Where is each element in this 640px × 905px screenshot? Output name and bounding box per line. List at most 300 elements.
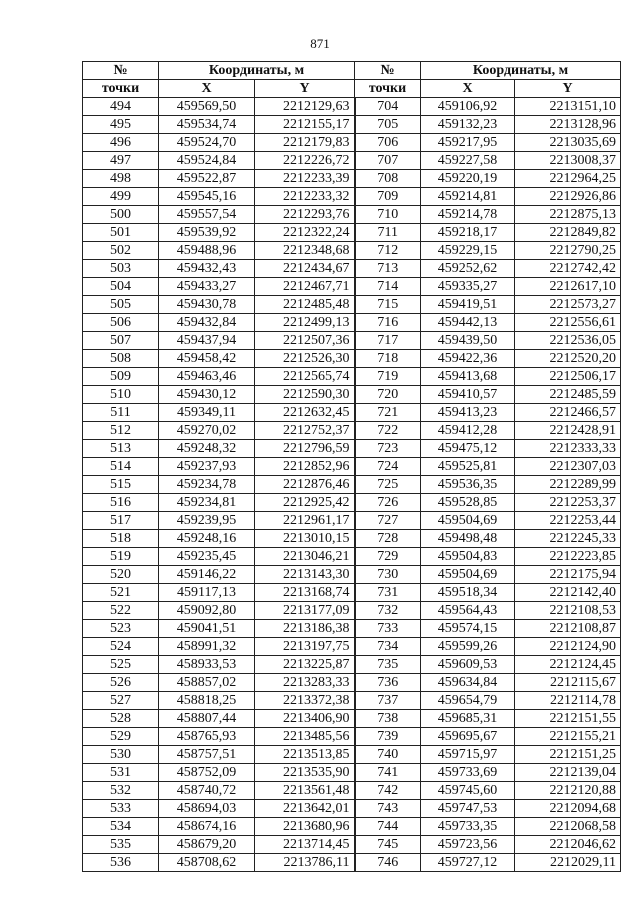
y-coordinate-cell: 2212142,40 [515, 584, 621, 602]
point-number-cell: 746 [355, 854, 421, 872]
table-row [83, 728, 621, 746]
coordinates-header-left: Координаты, м [159, 62, 355, 80]
x-coordinate-cell: 459488,96 [159, 242, 255, 260]
x-coordinate-cell: 459335,27 [421, 278, 515, 296]
point-number-cell: 723 [355, 440, 421, 458]
point-number-cell: 534 [83, 818, 159, 836]
point-number-cell: 734 [355, 638, 421, 656]
y-coordinate-cell: 2212151,25 [515, 746, 621, 764]
point-number-cell: 709 [355, 188, 421, 206]
y-coordinate-cell: 2212565,74 [255, 368, 355, 386]
x-coordinate-cell: 459218,17 [421, 224, 515, 242]
y-coordinate-cell: 2212849,82 [515, 224, 621, 242]
x-coordinate-cell: 459504,83 [421, 548, 515, 566]
x-coordinate-cell: 459439,50 [421, 332, 515, 350]
x-coordinate-cell: 459117,13 [159, 584, 255, 602]
point-number-cell: 728 [355, 530, 421, 548]
x-coordinate-cell: 459092,80 [159, 602, 255, 620]
x-coordinate-cell: 459270,02 [159, 422, 255, 440]
x-coordinate-cell: 459564,43 [421, 602, 515, 620]
point-number-cell: 505 [83, 296, 159, 314]
point-number-cell: 719 [355, 368, 421, 386]
point-number-cell: 745 [355, 836, 421, 854]
x-coordinate-cell: 459522,87 [159, 170, 255, 188]
x-coordinate-cell: 459504,69 [421, 512, 515, 530]
x-coordinate-cell: 459609,53 [421, 656, 515, 674]
y-header-left: Y [255, 80, 355, 98]
x-coordinate-cell: 459498,48 [421, 530, 515, 548]
y-coordinate-cell: 2213151,10 [515, 98, 621, 116]
point-number-cell: 516 [83, 494, 159, 512]
x-coordinate-cell: 459419,51 [421, 296, 515, 314]
y-coordinate-cell: 2212094,68 [515, 800, 621, 818]
y-coordinate-cell: 2212046,62 [515, 836, 621, 854]
x-coordinate-cell: 459430,78 [159, 296, 255, 314]
point-number-cell: 530 [83, 746, 159, 764]
y-coordinate-cell: 2213046,21 [255, 548, 355, 566]
point-number-cell: 732 [355, 602, 421, 620]
x-coordinate-cell: 459525,81 [421, 458, 515, 476]
x-coordinate-cell: 459747,53 [421, 800, 515, 818]
point-number-cell: 535 [83, 836, 159, 854]
table-row [83, 530, 621, 548]
x-coordinate-cell: 459685,31 [421, 710, 515, 728]
point-number-cell: 533 [83, 800, 159, 818]
table-row [83, 566, 621, 584]
y-coordinate-cell: 2213513,85 [255, 746, 355, 764]
x-coordinate-cell: 459574,15 [421, 620, 515, 638]
y-coordinate-cell: 2212245,33 [515, 530, 621, 548]
table-row [83, 710, 621, 728]
point-number-cell: 504 [83, 278, 159, 296]
point-number-cell: 520 [83, 566, 159, 584]
point-number-cell: 524 [83, 638, 159, 656]
x-coordinate-cell: 459433,27 [159, 278, 255, 296]
point-number-cell: 519 [83, 548, 159, 566]
table-row [83, 836, 621, 854]
x-coordinate-cell: 459634,84 [421, 674, 515, 692]
table-row [83, 638, 621, 656]
table-row [83, 332, 621, 350]
x-coordinate-cell: 458740,72 [159, 782, 255, 800]
x-coordinate-cell: 459227,58 [421, 152, 515, 170]
x-coordinate-cell: 459654,79 [421, 692, 515, 710]
table-row [83, 692, 621, 710]
y-coordinate-cell: 2212796,59 [255, 440, 355, 458]
table-row [83, 206, 621, 224]
point-number-cell: 729 [355, 548, 421, 566]
x-coordinate-cell: 459715,97 [421, 746, 515, 764]
table-row [83, 296, 621, 314]
point-number-cell: 715 [355, 296, 421, 314]
y-coordinate-cell: 2212506,17 [515, 368, 621, 386]
y-coordinate-cell: 2212428,91 [515, 422, 621, 440]
point-number-cell: 502 [83, 242, 159, 260]
table-row [83, 170, 621, 188]
y-coordinate-cell: 2213010,15 [255, 530, 355, 548]
point-number-cell: 711 [355, 224, 421, 242]
table-row [83, 350, 621, 368]
table-row [83, 602, 621, 620]
point-number-cell: 532 [83, 782, 159, 800]
x-coordinate-cell: 459727,12 [421, 854, 515, 872]
point-number-cell: 741 [355, 764, 421, 782]
x-coordinate-cell: 459239,95 [159, 512, 255, 530]
x-coordinate-cell: 459458,42 [159, 350, 255, 368]
x-coordinate-cell: 459723,56 [421, 836, 515, 854]
x-coordinate-cell: 459349,11 [159, 404, 255, 422]
table-row [83, 386, 621, 404]
y-coordinate-cell: 2213535,90 [255, 764, 355, 782]
point-number-cell: 503 [83, 260, 159, 278]
x-coordinate-cell: 459504,69 [421, 566, 515, 584]
point-number-cell: 710 [355, 206, 421, 224]
table-row [83, 782, 621, 800]
y-coordinate-cell: 2212434,67 [255, 260, 355, 278]
y-coordinate-cell: 2213642,01 [255, 800, 355, 818]
table-row [83, 764, 621, 782]
y-coordinate-cell: 2212742,42 [515, 260, 621, 278]
y-header-right: Y [515, 80, 621, 98]
point-number-cell: 509 [83, 368, 159, 386]
table-row [83, 854, 621, 872]
x-coordinate-cell: 459569,50 [159, 98, 255, 116]
y-coordinate-cell: 2212179,83 [255, 134, 355, 152]
y-coordinate-cell: 2213786,11 [255, 854, 355, 872]
x-coordinate-cell: 459413,23 [421, 404, 515, 422]
point-number-cell: 499 [83, 188, 159, 206]
y-coordinate-cell: 2213485,56 [255, 728, 355, 746]
point-number-cell: 501 [83, 224, 159, 242]
point-number-cell: 743 [355, 800, 421, 818]
y-coordinate-cell: 2213177,09 [255, 602, 355, 620]
x-coordinate-cell: 459536,35 [421, 476, 515, 494]
table-row [83, 260, 621, 278]
x-coordinate-cell: 459432,84 [159, 314, 255, 332]
y-coordinate-cell: 2212029,11 [515, 854, 621, 872]
point-number-cell: 526 [83, 674, 159, 692]
y-coordinate-cell: 2212155,17 [255, 116, 355, 134]
x-coordinate-cell: 459475,12 [421, 440, 515, 458]
x-coordinate-cell: 458807,44 [159, 710, 255, 728]
x-coordinate-cell: 459518,34 [421, 584, 515, 602]
y-coordinate-cell: 2212124,45 [515, 656, 621, 674]
y-coordinate-cell: 2213714,45 [255, 836, 355, 854]
x-coordinate-cell: 459132,23 [421, 116, 515, 134]
table-row [83, 98, 621, 116]
y-coordinate-cell: 2212233,32 [255, 188, 355, 206]
x-coordinate-cell: 459437,94 [159, 332, 255, 350]
x-coordinate-cell: 459252,62 [421, 260, 515, 278]
y-coordinate-cell: 2212307,03 [515, 458, 621, 476]
x-coordinate-cell: 459235,45 [159, 548, 255, 566]
point-number-cell: 733 [355, 620, 421, 638]
point-number-cell: 495 [83, 116, 159, 134]
point-number-cell: 735 [355, 656, 421, 674]
y-coordinate-cell: 2212322,24 [255, 224, 355, 242]
x-coordinate-cell: 459237,93 [159, 458, 255, 476]
y-coordinate-cell: 2212467,71 [255, 278, 355, 296]
x-coordinate-cell: 458933,53 [159, 656, 255, 674]
y-coordinate-cell: 2212151,55 [515, 710, 621, 728]
x-coordinate-cell: 459557,54 [159, 206, 255, 224]
point-number-cell: 726 [355, 494, 421, 512]
point-number-cell: 521 [83, 584, 159, 602]
point-number-cell: 730 [355, 566, 421, 584]
x-coordinate-cell: 459412,28 [421, 422, 515, 440]
x-coordinate-cell: 458757,51 [159, 746, 255, 764]
point-label-left: точки [83, 80, 159, 98]
y-coordinate-cell: 2212520,20 [515, 350, 621, 368]
x-coordinate-cell: 459146,22 [159, 566, 255, 584]
table-row [83, 440, 621, 458]
point-number-cell: 722 [355, 422, 421, 440]
x-coordinate-cell: 459413,68 [421, 368, 515, 386]
y-coordinate-cell: 2212536,05 [515, 332, 621, 350]
y-coordinate-cell: 2212293,76 [255, 206, 355, 224]
x-coordinate-cell: 459410,57 [421, 386, 515, 404]
table-row [83, 458, 621, 476]
x-coordinate-cell: 459248,32 [159, 440, 255, 458]
x-coordinate-cell: 458765,93 [159, 728, 255, 746]
point-number-cell: 739 [355, 728, 421, 746]
x-coordinate-cell: 459248,16 [159, 530, 255, 548]
table-row [83, 674, 621, 692]
point-number-cell: 727 [355, 512, 421, 530]
point-number-cell: 523 [83, 620, 159, 638]
x-coordinate-cell: 459733,35 [421, 818, 515, 836]
y-coordinate-cell: 2212333,33 [515, 440, 621, 458]
table-row [83, 152, 621, 170]
y-coordinate-cell: 2212485,59 [515, 386, 621, 404]
y-coordinate-cell: 2212175,94 [515, 566, 621, 584]
y-coordinate-cell: 2212961,17 [255, 512, 355, 530]
x-coordinate-cell: 459214,78 [421, 206, 515, 224]
table-row [83, 224, 621, 242]
y-coordinate-cell: 2212964,25 [515, 170, 621, 188]
x-coordinate-cell: 459599,26 [421, 638, 515, 656]
point-number-cell: 510 [83, 386, 159, 404]
table-row [83, 512, 621, 530]
y-coordinate-cell: 2213008,37 [515, 152, 621, 170]
point-number-cell: 515 [83, 476, 159, 494]
y-coordinate-cell: 2212129,63 [255, 98, 355, 116]
y-coordinate-cell: 2212526,30 [255, 350, 355, 368]
point-number-cell: 705 [355, 116, 421, 134]
table-row [83, 188, 621, 206]
y-coordinate-cell: 2213561,48 [255, 782, 355, 800]
point-number-cell: 517 [83, 512, 159, 530]
point-number-cell: 528 [83, 710, 159, 728]
point-number-cell: 744 [355, 818, 421, 836]
point-number-cell: 500 [83, 206, 159, 224]
y-coordinate-cell: 2212556,61 [515, 314, 621, 332]
point-number-cell: 525 [83, 656, 159, 674]
x-coordinate-cell: 459442,13 [421, 314, 515, 332]
y-coordinate-cell: 2212590,30 [255, 386, 355, 404]
point-number-cell: 522 [83, 602, 159, 620]
table-row [83, 242, 621, 260]
y-coordinate-cell: 2212348,68 [255, 242, 355, 260]
y-coordinate-cell: 2212233,39 [255, 170, 355, 188]
x-coordinate-cell: 459422,36 [421, 350, 515, 368]
point-number-header-left: № [83, 62, 159, 80]
x-coordinate-cell: 459234,81 [159, 494, 255, 512]
point-number-cell: 511 [83, 404, 159, 422]
y-coordinate-cell: 2212289,99 [515, 476, 621, 494]
point-number-cell: 725 [355, 476, 421, 494]
point-number-cell: 724 [355, 458, 421, 476]
x-coordinate-cell: 459545,16 [159, 188, 255, 206]
y-coordinate-cell: 2212926,86 [515, 188, 621, 206]
point-number-header-right: № [355, 62, 421, 80]
table-row [83, 584, 621, 602]
y-coordinate-cell: 2213035,69 [515, 134, 621, 152]
x-coordinate-cell: 459432,43 [159, 260, 255, 278]
table-row [83, 818, 621, 836]
y-coordinate-cell: 2212790,25 [515, 242, 621, 260]
x-coordinate-cell: 459229,15 [421, 242, 515, 260]
x-coordinate-cell: 459539,92 [159, 224, 255, 242]
y-coordinate-cell: 2213680,96 [255, 818, 355, 836]
point-number-cell: 518 [83, 530, 159, 548]
point-number-cell: 512 [83, 422, 159, 440]
point-number-cell: 494 [83, 98, 159, 116]
point-number-cell: 513 [83, 440, 159, 458]
coordinates-header-right: Координаты, м [421, 62, 621, 80]
y-coordinate-cell: 2213283,33 [255, 674, 355, 692]
page-number: 871 [310, 36, 330, 51]
y-coordinate-cell: 2212114,78 [515, 692, 621, 710]
table-row [83, 494, 621, 512]
y-coordinate-cell: 2213372,38 [255, 692, 355, 710]
point-number-cell: 736 [355, 674, 421, 692]
y-coordinate-cell: 2212120,88 [515, 782, 621, 800]
y-coordinate-cell: 2212573,27 [515, 296, 621, 314]
x-coordinate-cell: 459234,78 [159, 476, 255, 494]
y-coordinate-cell: 2213406,90 [255, 710, 355, 728]
point-number-cell: 731 [355, 584, 421, 602]
table-row [83, 746, 621, 764]
y-coordinate-cell: 2213168,74 [255, 584, 355, 602]
y-coordinate-cell: 2212253,37 [515, 494, 621, 512]
y-coordinate-cell: 2212139,04 [515, 764, 621, 782]
x-coordinate-cell: 459214,81 [421, 188, 515, 206]
x-coordinate-cell: 459528,85 [421, 494, 515, 512]
y-coordinate-cell: 2212155,21 [515, 728, 621, 746]
point-number-cell: 531 [83, 764, 159, 782]
table-header [83, 62, 621, 98]
y-coordinate-cell: 2212115,67 [515, 674, 621, 692]
y-coordinate-cell: 2212223,85 [515, 548, 621, 566]
point-number-cell: 712 [355, 242, 421, 260]
point-number-cell: 738 [355, 710, 421, 728]
x-header-left: X [159, 80, 255, 98]
x-coordinate-cell: 459463,46 [159, 368, 255, 386]
table-body [83, 98, 621, 872]
point-number-cell: 527 [83, 692, 159, 710]
table-row [83, 422, 621, 440]
point-number-cell: 708 [355, 170, 421, 188]
point-number-cell: 718 [355, 350, 421, 368]
y-coordinate-cell: 2212852,96 [255, 458, 355, 476]
table-row [83, 134, 621, 152]
point-number-cell: 498 [83, 170, 159, 188]
table-row [83, 278, 621, 296]
x-coordinate-cell: 459220,19 [421, 170, 515, 188]
y-coordinate-cell: 2212499,13 [255, 314, 355, 332]
x-coordinate-cell: 459106,92 [421, 98, 515, 116]
x-coordinate-cell: 459733,69 [421, 764, 515, 782]
x-coordinate-cell: 458679,20 [159, 836, 255, 854]
y-coordinate-cell: 2213143,30 [255, 566, 355, 584]
point-number-cell: 508 [83, 350, 159, 368]
point-number-cell: 721 [355, 404, 421, 422]
table-row [83, 404, 621, 422]
y-coordinate-cell: 2212632,45 [255, 404, 355, 422]
y-coordinate-cell: 2212507,36 [255, 332, 355, 350]
table-row [83, 800, 621, 818]
y-coordinate-cell: 2212876,46 [255, 476, 355, 494]
y-coordinate-cell: 2213197,75 [255, 638, 355, 656]
table-row [83, 548, 621, 566]
y-coordinate-cell: 2212124,90 [515, 638, 621, 656]
point-number-cell: 720 [355, 386, 421, 404]
x-coordinate-cell: 458694,03 [159, 800, 255, 818]
x-coordinate-cell: 458674,16 [159, 818, 255, 836]
x-coordinate-cell: 458752,09 [159, 764, 255, 782]
point-number-cell: 717 [355, 332, 421, 350]
y-coordinate-cell: 2212253,44 [515, 512, 621, 530]
y-coordinate-cell: 2213186,38 [255, 620, 355, 638]
y-coordinate-cell: 2212108,53 [515, 602, 621, 620]
table-row [83, 656, 621, 674]
point-number-cell: 740 [355, 746, 421, 764]
y-coordinate-cell: 2212752,37 [255, 422, 355, 440]
table-row [83, 368, 621, 386]
point-number-cell: 536 [83, 854, 159, 872]
y-coordinate-cell: 2212485,48 [255, 296, 355, 314]
point-number-cell: 706 [355, 134, 421, 152]
y-coordinate-cell: 2212875,13 [515, 206, 621, 224]
x-coordinate-cell: 459745,60 [421, 782, 515, 800]
coordinates-table [82, 61, 621, 872]
point-number-cell: 497 [83, 152, 159, 170]
point-number-cell: 713 [355, 260, 421, 278]
x-header-right: X [421, 80, 515, 98]
y-coordinate-cell: 2212108,87 [515, 620, 621, 638]
point-number-cell: 496 [83, 134, 159, 152]
point-number-cell: 507 [83, 332, 159, 350]
x-coordinate-cell: 459430,12 [159, 386, 255, 404]
point-number-cell: 742 [355, 782, 421, 800]
y-coordinate-cell: 2212617,10 [515, 278, 621, 296]
x-coordinate-cell: 459695,67 [421, 728, 515, 746]
table-row [83, 476, 621, 494]
x-coordinate-cell: 458818,25 [159, 692, 255, 710]
x-coordinate-cell: 459534,74 [159, 116, 255, 134]
point-number-cell: 506 [83, 314, 159, 332]
point-number-cell: 514 [83, 458, 159, 476]
point-number-cell: 707 [355, 152, 421, 170]
y-coordinate-cell: 2212466,57 [515, 404, 621, 422]
x-coordinate-cell: 459217,95 [421, 134, 515, 152]
point-number-cell: 737 [355, 692, 421, 710]
x-coordinate-cell: 459041,51 [159, 620, 255, 638]
y-coordinate-cell: 2212226,72 [255, 152, 355, 170]
point-number-cell: 529 [83, 728, 159, 746]
y-coordinate-cell: 2212068,58 [515, 818, 621, 836]
